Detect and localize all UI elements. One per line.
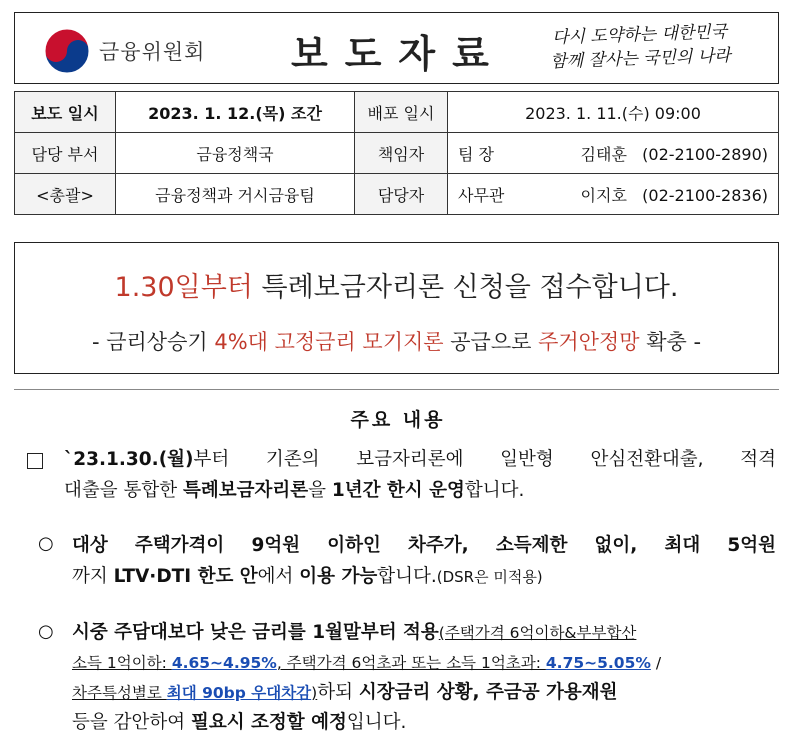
page-title: 보도자료	[291, 32, 506, 76]
release-info-table	[14, 91, 779, 215]
p3-rate-2: 4.75~5.05%	[545, 654, 651, 672]
responsible-name: 김태훈	[580, 144, 627, 164]
headline-sub-highlight-1: 4%대 고정금리 모기지론	[214, 330, 444, 354]
p3-text-4: /	[650, 654, 662, 672]
distribution-date-value: 2023. 1. 11.(수) 09:00	[448, 92, 779, 133]
headline-box	[14, 242, 779, 374]
p1-product: 특례보금자리론	[183, 480, 309, 501]
document-header	[14, 12, 779, 84]
staff-name: 이지호	[580, 185, 627, 205]
responsible-label: 책임자	[355, 133, 448, 174]
department-sub-label: <총괄>	[15, 174, 116, 215]
p3-adjust: 필요시 조정할 예정	[191, 712, 347, 733]
p2-available: 이용 가능	[299, 566, 378, 587]
p1-date: `23.1.30.(월)	[64, 449, 194, 470]
circle-bullet-icon: ○	[38, 533, 54, 554]
logo-text: 금융위원회	[99, 40, 206, 64]
fsc-logo	[43, 27, 205, 75]
checkbox-bullet-icon	[27, 453, 43, 469]
p3-text-7: 등을 감안하여	[72, 712, 191, 733]
p3-text-1: 시중 주담대보다 낮은 금리를 1월말부터 적용	[72, 622, 439, 643]
p3-paren-1: (주택가격 6억이하&부부합산	[438, 624, 637, 642]
p2-text-1: 대상 주택가격이 9억원 이하인 차주가, 소득제한 없이, 최대 5억원	[72, 535, 776, 556]
headline-sub-a: - 금리상승기	[91, 330, 215, 354]
p2-text-4: 합니다.	[377, 566, 437, 587]
responsible-contact	[448, 133, 779, 174]
slogan-line-1: 다시 도약하는 대한민국	[551, 21, 728, 49]
p2-text-3: 에서	[257, 566, 300, 587]
p2-text-2: 까지	[72, 566, 114, 587]
slogan	[519, 19, 761, 75]
headline-sub-highlight-2: 주거안정망	[538, 330, 640, 354]
responsible-title: 팀 장	[458, 144, 494, 164]
p2-limit: LTV·DTI 한도 안	[113, 566, 258, 587]
staff-title: 사무관	[458, 185, 505, 205]
headline-main	[15, 265, 778, 304]
distribution-date-label: 배포 일시	[355, 92, 448, 133]
department-line-1: 금융정책국	[116, 133, 355, 174]
department-label: 담당 부서	[15, 133, 116, 174]
department-line-2: 금융정책과 거시금융팀	[116, 174, 355, 215]
staff-contact	[448, 174, 779, 215]
circle-bullet-icon-2: ○	[38, 621, 54, 642]
p1-text-3: 을	[308, 480, 332, 501]
p3-discount: 최대 90bp 우대차감	[166, 684, 312, 702]
p3-paren-close: )	[311, 684, 318, 702]
headline-date: 1.30일부터	[114, 272, 253, 303]
responsible-phone: (02-2100-2890)	[642, 144, 768, 164]
staff-label: 담당자	[355, 174, 448, 215]
p3-text-2: 소득 1억이하:	[72, 654, 172, 672]
p2-note: (DSR은 미적용)	[436, 568, 543, 586]
slogan-line-2: 함께 잘사는 국민의 나라	[549, 45, 731, 73]
p3-rate-1: 4.65~4.95%	[171, 654, 277, 672]
p1-text-2: 대출을 통합한	[64, 480, 183, 501]
release-date-value: 2023. 1. 12.(목) 조간	[116, 92, 355, 133]
p3-text-3: , 주택가격 6억초과 또는 소득 1억초과:	[276, 654, 546, 672]
taegeuk-logo-icon	[43, 27, 91, 75]
p1-period: 1년간 한시 운영	[331, 480, 465, 501]
headline-sub	[15, 326, 778, 356]
p3-text-6: 하되	[317, 682, 359, 703]
p1-text-1: 부터 기존의 보금자리론에 일반형 안심전환대출, 적격	[193, 449, 776, 470]
p3-market: 시장금리 상황, 주금공 가용재원	[358, 682, 618, 703]
release-date-label: 보도 일시	[15, 92, 116, 133]
p1-text-4: 합니다.	[464, 480, 525, 501]
headline-sub-b: 공급으로	[443, 330, 539, 354]
main-point-1	[64, 444, 776, 506]
main-point-3	[72, 618, 778, 738]
headline-sub-c: 확충 -	[639, 330, 702, 354]
main-point-2	[72, 530, 776, 593]
p3-text-8: 입니다.	[346, 712, 407, 733]
section-title: 주요 내용	[350, 409, 446, 431]
staff-phone: (02-2100-2836)	[642, 185, 768, 205]
p3-text-5: 차주특성별로	[72, 684, 167, 702]
headline-main-text: 특례보금자리론 신청을 접수합니다.	[252, 272, 679, 303]
section-divider	[14, 389, 779, 390]
